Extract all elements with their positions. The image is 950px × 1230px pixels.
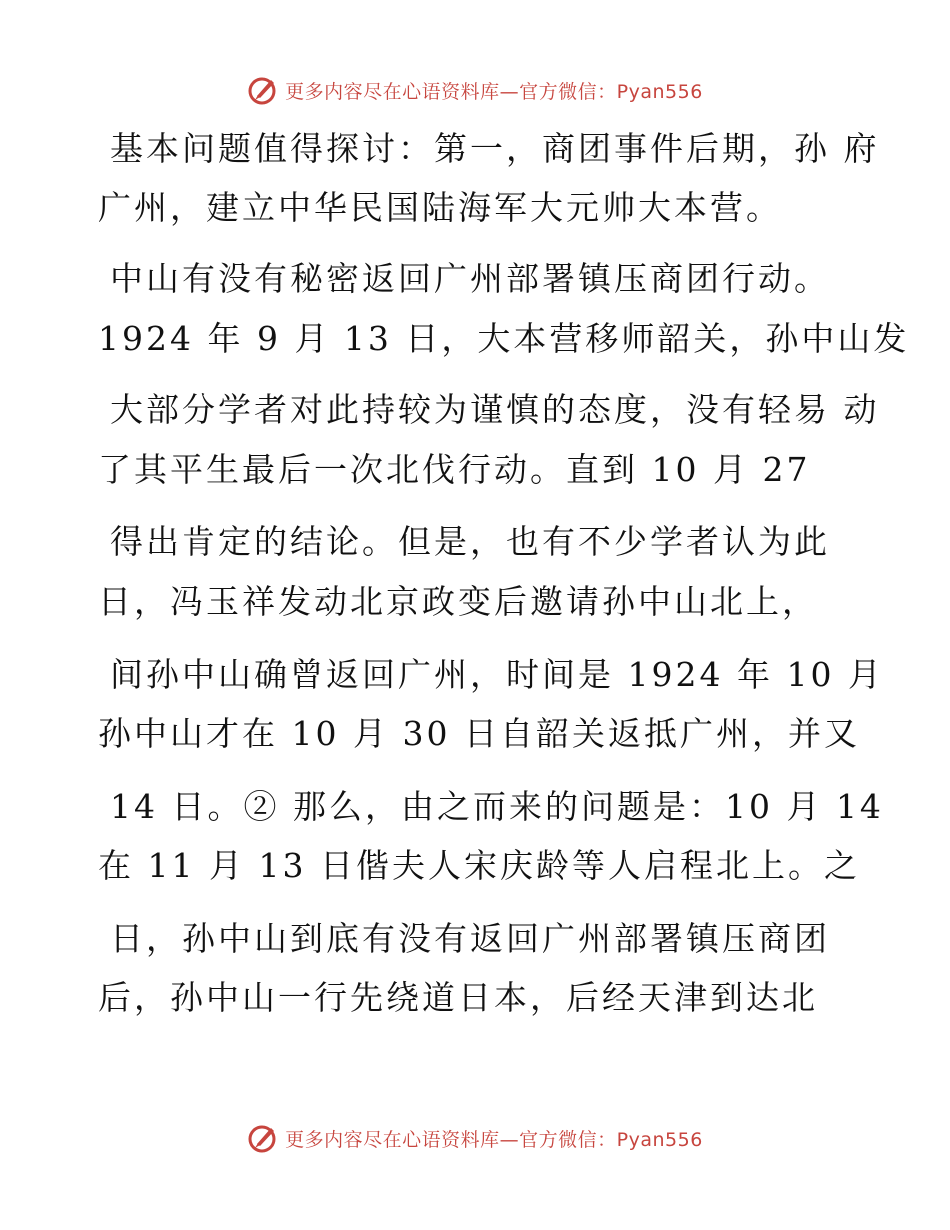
text-line: 基本问题值得探讨：第一，商团事件后期，孙 府 — [110, 129, 880, 168]
watermark-text: 更多内容尽在心语资料库—官方微信：Pyan556 — [285, 80, 703, 103]
text-line: 后，孙中山一行先绕道日本，后经天津到达北 — [98, 978, 818, 1017]
text-line: 大部分学者对此持较为谨慎的态度，没有轻易 动 — [110, 390, 880, 429]
text-line: 了其平生最后一次北伐行动。直到 10 月 27 — [98, 450, 811, 489]
quill-pen-circle-icon — [247, 1122, 279, 1154]
text-line: 1924 年 9 月 13 日，大本营移师韶关，孙中山发 — [98, 319, 910, 358]
text-line: 中山有没有秘密返回广州部署镇压商团行动。 — [110, 259, 830, 298]
header-watermark — [0, 70, 950, 110]
text-line: 孙中山才在 10 月 30 日自韶关返抵广州，并又 — [98, 714, 860, 753]
text-line: 在 11 月 13 日偕夫人宋庆龄等人启程北上。之 — [98, 846, 860, 885]
text-line: 得出肯定的结论。但是，也有不少学者认为此 — [110, 522, 830, 561]
quill-pen-circle-icon — [247, 74, 279, 106]
text-line: 广州，建立中华民国陆海军大元帅大本营。 — [98, 188, 782, 227]
text-line: 间孙中山确曾返回广州，时间是 1924 年 10 月 — [110, 655, 884, 694]
text-line: 日，冯玉祥发动北京政变后邀请孙中山北上， — [98, 582, 818, 621]
text-line: 14 日。② 那么，由之而来的问题是：10 月 14 — [110, 787, 884, 826]
footer-watermark — [0, 1118, 950, 1158]
text-line: 日，孙中山到底有没有返回广州部署镇压商团 — [110, 919, 830, 958]
watermark-text: 更多内容尽在心语资料库—官方微信：Pyan556 — [285, 1128, 703, 1151]
